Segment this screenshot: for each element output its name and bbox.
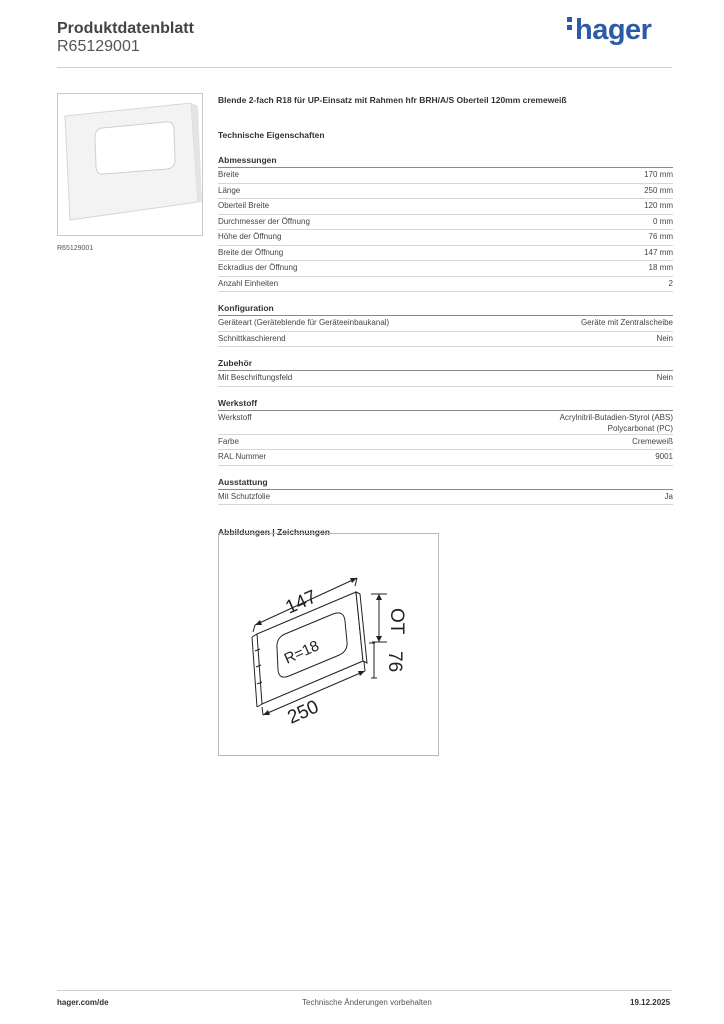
- spec-value-line: 2: [668, 278, 673, 288]
- figures-heading: Abbildungen | Zeichnungen: [218, 527, 330, 537]
- spec-label: Farbe: [218, 436, 239, 446]
- section-heading: Konfiguration: [218, 303, 673, 316]
- spec-label: Anzahl Einheiten: [218, 278, 279, 288]
- spec-value: [644, 169, 673, 183]
- spec-label: Durchmesser der Öffnung: [218, 216, 310, 226]
- spec-label: RAL Nummer: [218, 452, 267, 461]
- dim-radius-label: R=18: [281, 637, 322, 668]
- header-divider: [57, 67, 672, 68]
- spec-value: [655, 451, 673, 465]
- spec-label: Mit Beschriftungsfeld: [218, 373, 293, 382]
- spec-label: Schnittkaschierend: [218, 333, 286, 343]
- footer-note: Technische Änderungen vorbehalten: [302, 998, 432, 1007]
- spec-value-line: 120 mm: [644, 201, 673, 210]
- spec-value: [653, 216, 673, 230]
- section-heading: Ausstattung: [218, 477, 673, 490]
- page-title: Produktdatenblatt: [57, 20, 194, 37]
- technical-drawing: [218, 533, 439, 756]
- footer-website-link[interactable]: hager.com/de: [57, 998, 109, 1007]
- spec-row: [218, 246, 673, 262]
- spec-label: Breite der Öffnung: [218, 247, 284, 257]
- dim-top-label: OT: [386, 608, 407, 635]
- section-heading: Werkstoff: [218, 398, 673, 411]
- product-title: Blende 2-fach R18 für UP-Einsatz mit Rahmen hfr BRH/A/S Oberteil 120mm cremeweiß: [218, 95, 567, 105]
- spec-value-line: 250 mm: [644, 185, 673, 195]
- spec-value: [560, 412, 673, 434]
- spec-value-line: 147 mm: [644, 247, 673, 257]
- product-thumbnail-icon: [58, 94, 202, 235]
- spec-row: [218, 371, 673, 387]
- spec-value-line: Ja: [664, 491, 673, 501]
- spec-value-line: Polycarbonat (PC): [607, 423, 673, 433]
- spec-row: [218, 168, 673, 184]
- spec-value: [665, 491, 673, 505]
- spec-value: [644, 185, 673, 199]
- spec-value: [632, 436, 673, 450]
- spec-value-line: 18 mm: [648, 263, 673, 272]
- dim-width-label: 147: [282, 586, 320, 619]
- spec-value-line: 9001: [655, 452, 673, 461]
- spec-label: Werkstoff: [218, 412, 252, 422]
- spec-value-line: 76 mm: [648, 232, 673, 241]
- hager-logo: [567, 14, 651, 47]
- spec-row: [218, 411, 673, 435]
- spec-value-line: Cremeweiß: [632, 436, 673, 446]
- dim-length-label: 250: [284, 696, 322, 729]
- content-area: [218, 95, 673, 537]
- footer-divider: [57, 990, 672, 991]
- spec-value-line: Nein: [656, 333, 673, 343]
- logo-text: hager: [575, 14, 652, 46]
- spec-value: [649, 231, 673, 245]
- spec-value-line: 170 mm: [644, 170, 673, 179]
- spec-row: [218, 261, 673, 277]
- spec-row: [218, 215, 673, 231]
- spec-row: [218, 199, 673, 215]
- drawing-svg: [219, 534, 438, 755]
- spec-row: [218, 316, 673, 332]
- section-heading: Abmessungen: [218, 155, 673, 168]
- spec-row: [218, 490, 673, 506]
- spec-row: [218, 184, 673, 200]
- spec-value: [657, 333, 673, 347]
- spec-label: Oberteil Breite: [218, 201, 270, 210]
- section-heading: Zubehör: [218, 358, 673, 371]
- spec-value: [644, 247, 673, 261]
- tech-heading: Technische Eigenschaften: [218, 130, 325, 140]
- spec-value: [657, 372, 673, 386]
- footer-date: 19.12.2025: [630, 998, 671, 1007]
- spec-label: Breite: [218, 170, 239, 179]
- spec-label: Mit Schutzfolie: [218, 491, 271, 501]
- spec-label: Höhe der Öffnung: [218, 232, 282, 241]
- spec-value-line: Acrylnitril-Butadien-Styrol (ABS): [559, 412, 673, 422]
- spec-row: [218, 230, 673, 246]
- spec-value-line: 0 mm: [653, 216, 673, 226]
- spec-value: [644, 200, 673, 214]
- image-caption: R65129001: [57, 245, 94, 252]
- spec-row: [218, 277, 673, 293]
- dim-height-label: 76: [384, 651, 405, 673]
- spec-row: [218, 450, 673, 466]
- logo-dots-icon: [567, 17, 572, 33]
- spec-value: [669, 278, 673, 292]
- spec-value: [581, 317, 673, 331]
- spec-row: [218, 332, 673, 348]
- article-number: R65129001: [57, 38, 140, 55]
- spec-label: Länge: [218, 185, 241, 195]
- spec-label: Geräteart (Geräteblende für Geräteeinbaukanal): [218, 318, 390, 327]
- spec-value-line: Geräte mit Zentralscheibe: [580, 318, 673, 327]
- spec-row: [218, 435, 673, 451]
- spec-sections: [218, 155, 673, 505]
- spec-value: [649, 262, 673, 276]
- spec-label: Eckradius der Öffnung: [218, 263, 298, 272]
- product-image: [57, 93, 203, 236]
- spec-value-line: Nein: [656, 373, 673, 382]
